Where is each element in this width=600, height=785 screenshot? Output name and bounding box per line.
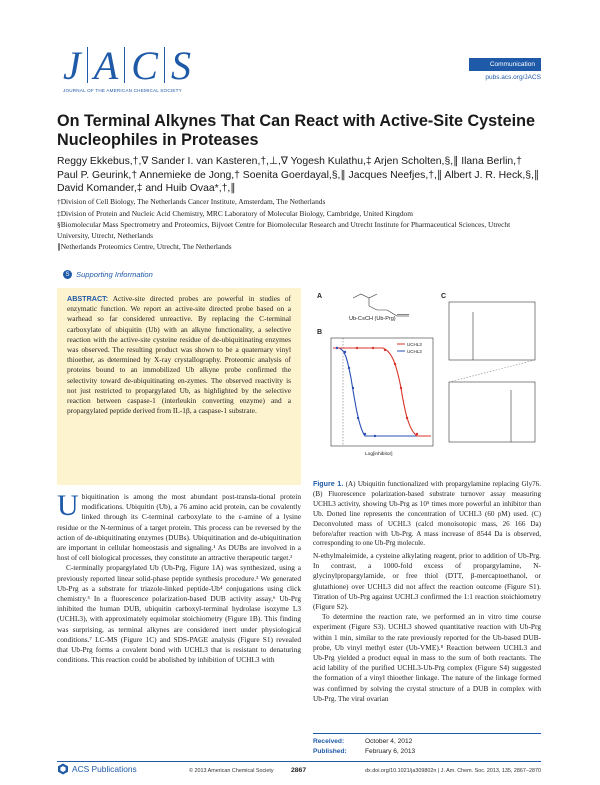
body-paragraph: To determine the reaction rate, we performed an in vitro time course experiment (Figure S3). UCHL3 showed quantitative reaction with Ub-Prg within 1 min, similar to the rate previously reported for the Ub-based DUB-probe, Ub vinyl methyl ester (Ub-VME).⁸ Reaction between UCHL3 and Ub-Prg yielded a product equal in mass to the sum of both reactants. The acid lability of the purified UCHL3-Ub-Prg complex (Figure S4) suggested the formation of a vinyl thioether linkage. The nature of the linkage formed was confirmed by solving the crystal structure of a DUB in complex with Ub-Prg. The viral ovarian <box>313 612 541 703</box>
publisher-name: ACS Publications <box>72 764 137 774</box>
logo-letters <box>63 43 191 88</box>
logo-letter-c: C <box>131 43 158 88</box>
article-dates <box>313 733 541 757</box>
footer-divider <box>57 761 541 762</box>
ub-prg-label: Ub-C≡CH (Ub-Prg) <box>349 316 396 322</box>
figure-caption <box>313 480 541 549</box>
published-date: February 6, 2013 <box>365 748 416 755</box>
supporting-information-link[interactable] <box>63 270 153 279</box>
supporting-info-icon: S <box>63 270 72 279</box>
figure-1[interactable] <box>313 288 541 478</box>
mass-spectrum-plot <box>449 302 535 442</box>
legend-entry: UCHL3 <box>407 342 422 347</box>
acs-hexagon-icon <box>57 763 69 775</box>
author-list: Reggy Ekkebus,†,∇ Sander I. van Kasteren,†,⊥,∇ Yogesh Kulathu,‡ Arjen Scholten,§,∥ Ilana Berlin,† Paul P. Geurink,† Annemieke de Jong,† Soenita Goerdayal,§,∥ Jacques Neefjes,†,∥ Albert J. R. Heck,§,∥ David Komander,‡ and Huib Ovaa*,†,∥ <box>57 156 540 194</box>
body-column-right <box>313 551 541 704</box>
page-number: 2867 <box>291 767 307 774</box>
supporting-info-label: Supporting Information <box>76 270 153 279</box>
panel-label-b: B <box>317 329 323 336</box>
page-footer <box>57 765 541 779</box>
figure-1-graphic <box>313 288 541 478</box>
logo-letter-j: J <box>63 43 81 88</box>
inhibition-plot <box>331 338 433 457</box>
panel-label-a: A <box>317 293 323 300</box>
abstract-heading: ABSTRACT: <box>67 294 109 303</box>
ub-prg-points <box>336 347 376 437</box>
panel-label-c: C <box>441 293 447 300</box>
drop-cap: U <box>57 489 79 522</box>
affiliation-item: ∥Netherlands Proteomics Centre, Utrecht, The Netherlands <box>57 242 232 251</box>
jacs-logo[interactable] <box>63 43 191 98</box>
logo-letter-s: S <box>170 43 191 88</box>
affiliation-item: ‡Division of Protein and Nucleic Acid Chemistry, MRC Laboratory of Molecular Biology, Cambridge, United Kingdom <box>57 208 413 218</box>
abstract-box <box>57 288 301 485</box>
affiliation-item: †Division of Cell Biology, The Netherlands Cancer Institute, Amsterdam, The Netherlands <box>57 197 326 206</box>
caption-heading: Figure 1. <box>313 480 344 488</box>
doi-link[interactable]: dx.doi.org/10.1021/ja309802n | J. Am. Chem. Soc. 2013, 135, 2867−2870 <box>365 768 541 774</box>
paragraph-text: biquitination is among the most abundant post-transla-tional protein modifications. Ubiquitin (Ub), a 76 amino acid protein, can be covalently linked through its C-terminal carboxylate to the ε-amine of a lysine residue or the N-terminus of a target protein. This process can be reversed by the action of de-ubiquitinating enzymes (DUBs). Ubiquitination and de-ubiquitination are important in cellular homeostasis and signaling.¹ As DUBs are involved in a host of cell biological processes, they constitute an attractive therapeutic target.² <box>57 492 301 563</box>
body-paragraph: C-terminally propargylated Ub (Ub-Prg, Figure 1A) was synthesized, using a previously reported linear solid-phase peptide synthesis procedure.³ We generated Ub-Prg as a substrate for triazole-linked peptide-Ub⁴ conjugations using click chemistry.⁵ In a fluorescence polarization-based DUB activity assay,⁶ Ub-Prg inhibited the human DUB, ubiquitin carboxyl-terminal hydrolase isozyme L3 (UCHL3), with approximately equimolar stoichiometry (Figure 1B). This finding was surprising, as terminal alkynes are considered inert under physiological conditions.⁷ LC-MS (Figure 1C) and SDS-PAGE analysis (Figure S1) revealed that Ub-Prg forms a covalent bond with UCHL3 that is resistant to denaturing conditions. This reaction could be abolished by inhibition of UCHL3 with <box>57 563 301 665</box>
received-label: Received: <box>313 738 345 745</box>
article-title: On Terminal Alkynes That Can React with Active-Site Cysteine Nucleophiles in Proteases <box>57 112 535 149</box>
logo-subtitle: JOURNAL OF THE AMERICAN CHEMICAL SOCIETY <box>63 88 182 93</box>
affiliation-item: §Biomolecular Mass Spectrometry and Proteomics, Bijvoet Centre for Biomolecular Research and Utrecht Institute for Pharmaceutical Sciences, Utrecht University, Utrecht, Netherlands <box>57 220 511 240</box>
copyright: © 2013 American Chemical Society <box>189 768 274 774</box>
caption-text: (A) Ubiquitin functionalized with propargylamine replacing Gly76. (B) Fluorescence polarization-based substrate turnover assay measuring UCHL3 activity, showing Ub-Prg as 10⁵ times more powerful an inhibitor than Ub. Dotted line represents the concentration of UCHL3 (60 pM) used. (C) Deconvoluted mass of UCHL3 (calcd monoisotopic mass, 26 166 Da) before/after reaction with Ub-Prg. A mass increase of 8544 Da is observed, corresponding to one Ub-Prg molecule. <box>313 480 541 548</box>
body-paragraph <box>57 489 301 563</box>
received-date: October 4, 2012 <box>365 738 413 745</box>
legend-entry: UCHL3 <box>407 349 422 354</box>
body-paragraph: N-ethylmaleimide, a cysteine alkylating reagent, prior to addition of Ub-Prg. In contrast, a 1000-fold excess of propargylamine, N-glycinylpropargylamide, or free thiol (DTT, β-mercaptoethanol, or glutathione) over UCHL3 did not affect the reaction outcome (Figure S1). Titration of Ub-Prg against UCHL3 confirmed the 1:1 reaction stoichiometry (Figure S2). <box>313 551 541 612</box>
body-column-left <box>57 489 301 665</box>
published-label: Published: <box>313 748 347 755</box>
ub-prg-curve <box>333 348 431 436</box>
section-badge: Communication <box>469 58 541 71</box>
x-axis-label: Log[inhibitor] <box>365 452 393 457</box>
logo-letter-a: A <box>93 43 119 88</box>
acs-publications-logo[interactable] <box>57 763 137 775</box>
affiliations <box>57 197 543 254</box>
journal-url-link[interactable]: pubs.acs.org/JACS <box>485 74 541 81</box>
plot-legend <box>397 342 422 354</box>
abstract-text: Active-site directed probes are powerful in studies of enzymatic function. We report an active-site directed probe based on a warhead so far considered unreactive. By replacing the C-terminal carboxylate of ubiquitin (Ub) with an alkyne functionality, a selective reaction with the active-site cysteine residue of de-ubiquitinating enzymes was observed. The resulting product was shown to be a quaternary vinyl thioether, as determined by X-ray crystallography. Proteomic analysis of proteins bound to an immobilized Ub alkyne probe confirmed the selectivity toward de-ubiquitinating en-zymes. The observed reactivity is not just restricted to propargylated Ub, as highlighted by the selective reaction between caspase-1 (interleukin converting enzyme) and a propargylated peptide derived from IL-1β, a caspase-1 substrate. <box>67 294 291 416</box>
ub-prg-structure <box>353 294 409 316</box>
